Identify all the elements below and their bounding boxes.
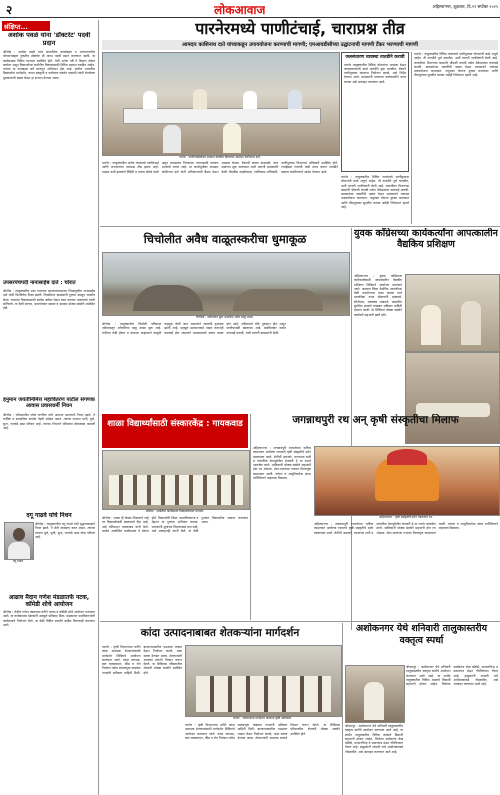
ashok-body: श्रीरामपूर : अशोकनगर येथे शनिवारी तालुकास्तरीय वक्तृत्व स्पर्धेचे आयोजन करण्यात आले आहे. या स्पर्धेत तालुक्यातील विविध शाळांचे विद्यार्थी सहभागी होणार आहेत. विजेत्या स्पर्धकांना रोख बक्षिसे, सन्मानचिन्ह व प्रमाणपत्र देऊन गौरविण्यात येणार आहे. इच्छुकांनी आपली नावे आयोजकांकडे नोंदवावीत, असे आवाहन करण्यात आले आहे.	[406, 665, 498, 687]
brief-title-2: उपसरपंचपदी नानासाहेब दाते : चोरात	[3, 280, 76, 286]
sidebar-divider	[98, 20, 99, 795]
lead-photo	[102, 52, 340, 156]
portrait-head	[13, 528, 25, 541]
person	[243, 91, 257, 109]
onion-body-cont: पारनेर : कृषी विभागाच्या वतीने कांदा उत्पादक शेतकऱ्यांसाठी मार्गदर्शन शिबिराचे आयोजन करण्यात आले. कांदा लागवड, खत व्यवस्थापन, कीड व रोग नियंत्रण तसेच साठवणूक याबाबत तज्ज्ञांनी सविस्तर माहिती दिली. बाजारभावातील चढउतार लक्षात घेऊन नियोजन करावे, असा सल्ला देण्यात आला. शेतकऱ्यांनी आपल्या शंकांचे निरसन करून घेतले. या शिबिरास परिसरातील शेतकरी मोठ्या संख्येने उपस्थित होते.	[185, 723, 340, 740]
section-label: संक्षिप्त...	[2, 21, 50, 31]
col-divider	[250, 414, 251, 620]
onion-headline: कांदा उत्पादनाबाबत शेतकऱ्यांना मार्गदर्शन	[140, 627, 300, 639]
brief-title-1: अशोक पवळे यांना 'डॉक्टरेट' पदवी प्रदान	[7, 32, 91, 47]
chariot-canopy	[387, 449, 427, 465]
sand-heap	[133, 285, 203, 311]
onion-photo	[185, 645, 342, 717]
person	[461, 301, 481, 345]
lead-continued: पारनेर : तालुक्यातील विविध गावांमध्ये पाणीपुरवठा योजनांची कामे अपूर्ण आहेत. ती तातडीने पूर्ण करावीत, अशी मागणी नागरिकांनी केली आहे. जलजीवन मिशनच्या कामांची चौकशी करावी तसेच ठेकेदारांवर कारवाई करावी. ग्रामस्थांच्या तक्रारींची दखल घेऊन प्रशासनाने तत्काळ उपाययोजना कराव्यात. नादुरुस्त योजना दुरुस्त कराव्यात आणि वीजपुरवठा सुरळीत करावा असेही निवेदनात म्हटले आहे.	[341, 175, 409, 210]
person	[193, 89, 207, 109]
right-column-body: पारनेर : तालुक्यातील विविध गावांमध्ये पाणीपुरवठा योजनांची कामे अपूर्ण आहेत. ती तातडीने पूर्ण करावीत, अशी मागणी नागरिकांनी केली आहे. जलजीवन मिशनच्या कामांची चौकशी करावी तसेच ठेकेदारांवर कारवाई करावी. ग्रामस्थांच्या तक्रारींची दखल घेऊन प्रशासनाने तत्काळ उपाययोजना कराव्यात. नादुरुस्त योजना दुरुस्त कराव्यात आणि वीजपुरवठा सुरळीत करावा असेही निवेदनात म्हटले आहे.	[414, 52, 498, 78]
students-row	[109, 475, 243, 505]
lead-box	[341, 52, 409, 172]
school-photo	[102, 450, 250, 510]
ashok-body-cont: श्रीरामपूर : अशोकनगर येथे शनिवारी तालुकास्तरीय वक्तृत्व स्पर्धेचे आयोजन करण्यात आले आहे. या स्पर्धेत तालुक्यातील विविध शाळांचे विद्यार्थी सहभागी होणार आहेत. विजेत्या स्पर्धकांना रोख बक्षिसे, सन्मानचिन्ह व प्रमाणपत्र देऊन गौरविण्यात येणार आहे. इच्छुकांनी आपली नावे आयोजकांकडे नोंदवावीत, असे आवाहन करण्यात आले आहे.	[345, 724, 403, 754]
person	[163, 125, 181, 153]
person	[223, 123, 241, 153]
obituary-photo	[4, 522, 34, 560]
congress-body: अहिल्यानगर : युवक काँग्रेसच्या कार्यकर्त्यांसाठी आपत्कालीन वैद्यकीय प्रशिक्षण शिबिराचे आयोजन करण्यात आले. अपघात किंवा नैसर्गिक आपत्तीच्या वेळी प्रथमोपचार कसा करावा याचे प्रात्यक्षिक तज्ज्ञ डॉक्टरांनी दाखवले. सीपीआर, रक्तस्राव थांबवणे, जखमींना सुरक्षित हलवणे याबाबत सविस्तर माहिती देण्यात आली. या शिबिरात मोठ्या संख्येने कार्यकर्ते सहभागी झाले होते.	[354, 274, 402, 317]
congress-headline: युवक काँग्रेसच्या कार्यकर्त्यांना आपत्कालीन वैद्यकिय प्रशिक्षण	[354, 228, 498, 250]
col-divider	[342, 623, 343, 795]
person	[288, 90, 302, 109]
school-body: श्रीगोंदा : शाळा ही केवळ शिक्षणाचे नव्हे तर विद्यार्थ्यांसाठी संस्काराचे केंद्र आहे, असे प्रतिपादन गायकवाड यांनी केले. शाळेत आयोजित कार्यक्रमात ते बोलत होते. विद्यार्थ्यांनी शिस्त, प्रामाणिकपणा व मेहनत या गुणांचा अंगीकार करावा. पालकांनी मुलांच्या शिक्षणाकडे लक्ष द्यावे, असे आवाहनही त्यांनी केले. या वेळी गुणवंत विद्यार्थ्यांचा सत्कार करण्यात आला.	[102, 516, 248, 533]
onion-body: पारनेर : कृषी विभागाच्या वतीने कांदा उत्पादक शेतकऱ्यांसाठी मार्गदर्शन शिबिराचे आयोजन करण्यात आले. कांदा लागवड, खत व्यवस्थापन, कीड व रोग नियंत्रण तसेच साठवणूक याबाबत तज्ज्ञांनी सविस्तर माहिती दिली. बाजारभावातील चढउतार लक्षात घेऊन नियोजन करावे, असा सल्ला देण्यात आला. शेतकऱ्यांनी आपल्या शंकांचे निरसन करून घेतले. या शिबिरास परिसरातील शेतकरी मोठ्या संख्येने उपस्थित होते.	[102, 645, 182, 675]
sand-body: श्रीगोंदा : तालुक्यातील चिचोली परिसरात नदीपात्रातून अवैधरीत्या वाळू उपसा सुरू आहे. रात्रीच्या वेळी ट्रॅक्टर व डंपरच्या साहाय्याने वाळूची वाहतूक केली जात असल्याने रस्त्यांची दुरवस्था झाली आहे. महसूल प्रशासनाकडे तक्रार करूनही कारवाई होत नसल्याने ग्रामस्थांमध्ये संताप व्यक्त होत आहे. नदीपात्राचे मोठे नुकसान होत असून पाणीपातळी खालावत आहे. संबंधितांवर कठोर कारवाई करावी, अशी मागणी ग्रामस्थांनी केली.	[102, 322, 286, 335]
section-rule	[100, 621, 500, 622]
col-divider	[411, 52, 412, 224]
brief-body-3: श्रीगोंदा : परिसरातील ज्येष्ठ नागरिक यांचे अल्पशा आजाराने निधन झाले. ते धार्मिक व सामाजिक कार्यात नेहमी अग्रेसर असत. त्यांच्या पश्चात पत्नी, मुले, सुना, नातवंडे असा परिवार आहे. त्यांच्या निधनाने परिसरात शोककळा पसरली आहे.	[3, 413, 95, 430]
speaker	[364, 682, 384, 720]
masthead-rule	[0, 17, 500, 18]
date-line: अहिल्यानगर, शुक्रवार, दि.१९ सप्टेंबर २०२५	[432, 4, 498, 9]
rath-body: अहिल्यानगर : जगन्नाथपुरी रथयात्रेच्या धर्तीवर काढण्यात आलेल्या रथामध्ये कृषी संस्कृतीचे दर्शन घडवण्यात आले. शेतीची अवजारे, धान्याच्या राशी व पारंपरिक वेशभूषेतील शेतकरी हे या रथाचे आकर्षण ठरले. भाविकांनी मोठ्या संख्येने सहभागी होत रथ ओढला. ढोल-ताशांच्या गजरात मिरवणूक काढण्यात आली. परंपरा व आधुनिकतेचा संगम यानिमित्ताने पाहायला मिळाला.	[253, 446, 311, 481]
sand-photo-caption: चिचोली : नदीपात्रात सुरू असलेला अवैध वाळू उपसा.	[196, 315, 254, 319]
congress-photo-1	[405, 274, 500, 352]
box-title: जलसंधारण व्यवस्था तातडीने करावी	[345, 55, 405, 60]
ashok-photo	[345, 665, 405, 723]
lead-strap: आमदार काशिनाथ दाते यांच्याकडून उपाययोजना करण्याची मागणी; एमआयडीसीच्या उद्घाटनाची मागणी टँकर भरण्याची मागणी	[102, 40, 498, 50]
brief-body-5: श्रीगोंदा : येथील गणेश मंडळाच्या वतीने नाटक व कॉमेडी शोचे आयोजन करण्यात आले. या कार्यक्रमास प्रेक्षकांनी उत्स्फूर्त प्रतिसाद दिला. मंडळाच्या पदाधिकाऱ्यांनी कार्यक्रमाचे नियोजन केले. या वेळी विविध स्पर्धांचे बक्षीस वितरणही करण्यात आले.	[3, 610, 95, 627]
sand-heap	[233, 289, 323, 311]
brief-body-4: श्रीगोंदा : तालुक्यातील दगू गाढवे यांचे वृद्धापकाळाने निधन झाले. ते शेती व्यवसाय करत असत. त्यांच्या पश्चात मुले, मुली, सुना, नातवंडे असा मोठा परिवार आहे.	[35, 522, 95, 539]
box-body: पारनेर तालुक्यातील विविध योजनांचा आढावा घेऊन जलसंधारणाची कामे तातडीने सुरू करावीत. टँकरने पाणीपुरवठा करताना नियोजन करावे, असे निर्देश देण्यात आले. ग्रामस्थांनी पाण्याचा काटकसरीने वापर करावा असे आवाहन करण्यात आले.	[344, 62, 406, 84]
brief-body-1: श्रीगोंदा : अशोक पवळे यांना सामाजिक कार्याबद्दल व अध्यापनातील योगदानाबद्दल नुकतीच डॉक्टरेट ही मानद पदवी प्रदान करण्यात आली. या कार्यक्रमास विविध मान्यवर उपस्थित होते. गेली अनेक वर्षे ते शिक्षण क्षेत्रात कार्यरत असून विद्यार्थ्यांच्या सर्वांगीण विकासासाठी विविध उपक्रम राबवित आहेत. त्यांच्या या यशाबद्दल सर्व स्तरातून अभिनंदन होत आहे. ग्रामीण भागातील विद्यार्थ्यांना मार्गदर्शन, वाचन संस्कृती व पर्यावरण संवर्धन यासाठी त्यांनी घेतलेल्या पुढाकाराची दखल घेऊन हा सन्मान देण्यात आला.	[3, 50, 95, 80]
lead-body: पारनेर : तालुक्यातील अनेक गावांमध्ये पाणीटंचाई आणि जनावरांच्या चाराप्रश्न तीव्र झाला आहे. पाऊस कमी झाल्याने विहिरी व तलाव कोरडे पडले असून ग्रामस्थांना पिण्याच्या पाण्यासाठी वणवण भटकावे लागत आहे. या पार्श्वभूमीवर आमदार काशिनाथ दाते यांनी अधिकाऱ्यांची बैठक घेऊन आढावा घेतला. टँकरची संख्या वाढवावी, चारा छावण्या सुरू कराव्यात अशी मागणी ग्रामस्थांनी केली. बैठकीस तहसीलदार, गटविकास अधिकारी, पाणीपुरवठा विभागाचे अधिकारी उपस्थित होते. टंचाईग्रस्त गावांची यादी तयार करून तातडीने प्रस्ताव पाठविण्याचे आदेश देण्यात आले.	[102, 161, 338, 174]
school-photo-caption: श्रीगोंदा : शाळेतील कार्यक्रमात विद्यार्थ्यांसोबत मान्यवर.	[145, 509, 205, 513]
page-number: २	[6, 3, 13, 17]
rath-photo-caption: अहिल्यानगर : कृषी संस्कृतीचे दर्शन घडवणारा रथ.	[379, 515, 433, 519]
sand-photo	[102, 252, 350, 316]
brief-body-2: श्रीगोंदा : तालुक्यातील एका गावाच्या उपसरपंचपदाच्या निवडणुकीत नानासाहेब दाते यांची बिनविरोध निवड झाली. निवडीनंतर ग्रामस्थांनी गुलाल उधळून जल्लोष केला. गावाच्या विकासासाठी सर्वांना बरोबर घेऊन काम करणार असल्याचे त्यांनी सांगितले. या वेळी सरपंच, ग्रामपंचायत सदस्य व ग्रामस्थ मोठ्या संख्येने उपस्थित होते.	[3, 289, 95, 311]
person	[421, 305, 441, 345]
brief-title-5: आढाव मैदान गणेश मंडळातर्फे नटक, कॉमेडी शोचे आयोजन	[8, 594, 90, 608]
rath-photo	[314, 446, 500, 516]
ashok-headline: अशोकनगर येथे शनिवारी तालुकास्तरीय वक्तृत्व स्पर्धा	[355, 623, 488, 646]
meeting-table	[123, 108, 321, 124]
brief-title-4: दगू गाढवे यांचे निधन	[26, 512, 72, 519]
obituary-caption: दगू गाढवे	[12, 559, 24, 563]
farmers-group	[196, 676, 331, 712]
brief-sidebar	[0, 20, 98, 795]
lead-headline: पारनेरमध्ये पाणीटंचाई, चाराप्रश्न तीव्र	[195, 19, 405, 38]
section-rule	[100, 226, 500, 227]
rath-body-cont: अहिल्यानगर : जगन्नाथपुरी रथयात्रेच्या धर्तीवर काढण्यात आलेल्या रथामध्ये कृषी संस्कृतीचे दर्शन घडवण्यात आले. शेतीची अवजारे, धान्याच्या राशी व पारंपरिक वेशभूषेतील शेतकरी हे या रथाचे आकर्षण ठरले. भाविकांनी मोठ्या संख्येने सहभागी होत रथ ओढला. ढोल-ताशांच्या गजरात मिरवणूक काढण्यात आली. परंपरा व आधुनिकतेचा संगम यानिमित्ताने पाहायला मिळाला.	[314, 522, 498, 535]
person	[143, 91, 157, 109]
portrait-shoulders	[8, 542, 30, 559]
masthead-logo: लोकआवाज	[214, 3, 266, 17]
sand-headline: चिचोलीत अवैध वाळूतस्करीचा धुमाकूळ	[143, 232, 307, 246]
masthead	[0, 0, 500, 18]
school-headline: शाळा विद्यार्थ्यांसाठी संस्कारकेंद्र : गायकवाड	[102, 414, 248, 448]
rath-headline: जगन्नाथपुरी रथ अन् कृषी संस्कृतीचा मिलाफ	[292, 414, 459, 426]
onion-photo-caption: पारनेर : शेतकऱ्यांना मार्गदर्शन करताना कृषी अधिकारी.	[232, 716, 293, 720]
lead-photo-caption: पारनेर : पाणीटंचाईबाबत आढावा बैठकीत बोलताना आमदार काशिनाथ दाते.	[179, 155, 261, 159]
brief-title-3: हनुमान जयंतीनिमित्त महावितरण पाटील संगणक आवास प्रवासधर्मी निधन	[3, 397, 95, 410]
